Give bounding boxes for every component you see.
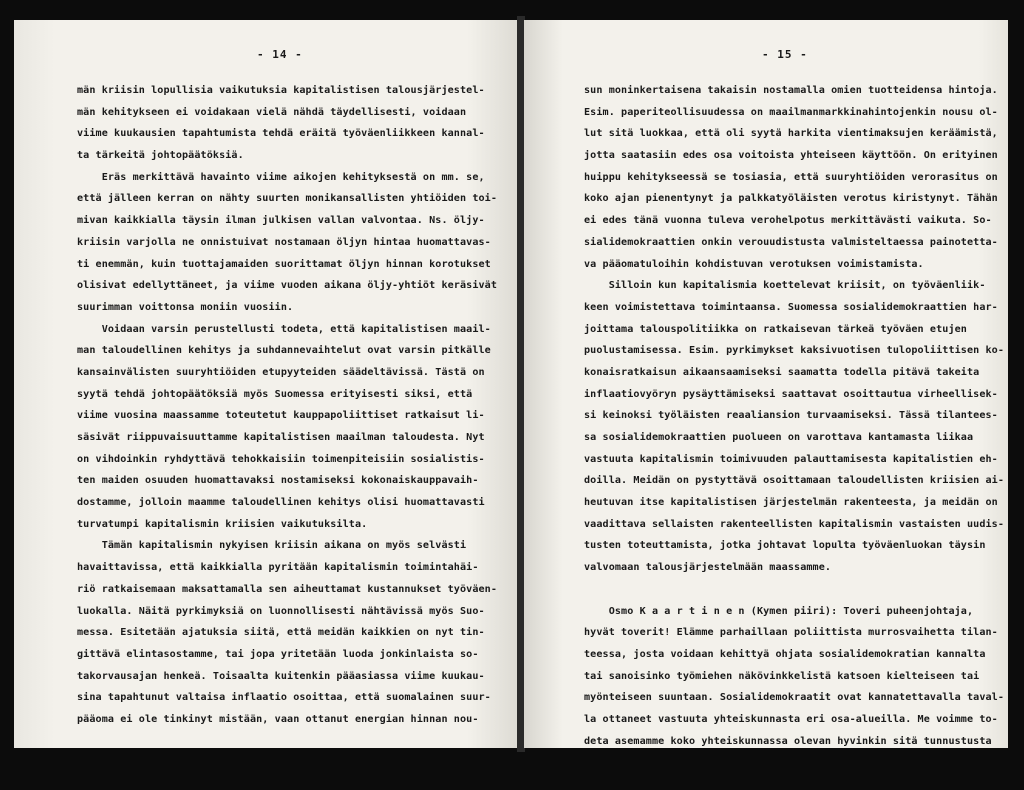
text-line: Osmo K a a r t i n e n (Kymen piiri): Toveri puheenjohtaja, xyxy=(584,605,974,617)
text-line: luokalla. Näitä pyrkimyksiä on luonnollisesti nähtävissä myös Suo- xyxy=(77,605,485,617)
text-line: kansainvälisten suuryhtiöiden etupyyteiden säädeltävissä. Tästä on xyxy=(77,366,485,378)
text-line: joittama talouspolitiikka on ratkaisevan tärkeä työväen etujen xyxy=(584,323,967,335)
text-line: sialidemokraattien onkin verouudistusta valmisteltaessa painotetta- xyxy=(584,236,998,248)
text-line: turvatumpi kapitalismin kriisien vaikutuksilta. xyxy=(77,518,368,530)
text-line: Esim. paperiteollisuudessa on maailmanmarkkinahintojenkin nousu ol- xyxy=(584,106,998,118)
text-line: män kehitykseen ei voidakaan vielä nähdä täydellisesti, voidaan xyxy=(77,106,467,118)
text-line: lut sitä luokkaa, että oli syytä harkita vientimaksujen keräämistä, xyxy=(584,128,998,140)
text-line: sa sosialidemokraattien puolueen on varottava kantamasta liikaa xyxy=(584,432,974,443)
text-line: että jälleen kerran on nähty suurten monikansallisten yhtiöiden toi- xyxy=(77,193,498,205)
text-line: tusten toteuttamista, jotka johtavat lopulta työväenluokan täysin xyxy=(584,540,986,552)
text-line: va pääomatuloihin kohdistuvan verotuksen voimistamista. xyxy=(584,258,924,270)
text-line: dostamme, jolloin maamme taloudellinen kehitys olisi huomattavasti xyxy=(77,497,485,509)
text-line: Silloin kun kapitalismia koettelevat kriisit, on työväenliik- xyxy=(584,280,986,292)
text-line: konaisratkaisun aikaansaamiseksi saamatta todella pitävä takeita xyxy=(584,366,980,378)
text-line: deta asemamme koko yhteiskunnassa olevan hyvinkin sitä tunnustusta xyxy=(584,735,992,747)
text-line: on vihdoinkin ryhdyttävä tehokkaisiin toimenpiteisiin sosialistis- xyxy=(77,453,485,465)
text-line: ei edes tänä vuonna tuleva verohelpotus merkittävästi vaikuta. So- xyxy=(584,215,992,227)
text-line: ta tärkeitä johtopäätöksiä. xyxy=(77,150,244,162)
text-line: vastuuta kapitalismin toimivuuden palauttamisesta kapitalistien eh- xyxy=(584,453,998,465)
text-line: jotta saatasiin edes osa voitoista yhteiseen käyttöön. On erityinen xyxy=(584,150,998,162)
text-line: hyvät toverit! Elämme parhaillaan poliittista murrosvaihetta tilan- xyxy=(584,627,998,639)
right-page xyxy=(524,20,1008,748)
text-line xyxy=(584,579,1004,601)
text-line: inflaatiovyöryn pysäyttämiseksi saattavat osoittautua virheellisek- xyxy=(584,388,998,400)
page-number: - 14 - xyxy=(257,48,303,61)
text-line: viime vuosina maassamme toteutetut kauppapoliittiset ratkaisut li- xyxy=(77,410,485,422)
page-body-text xyxy=(584,80,1004,748)
text-line: män kriisin lopullisia vaikutuksia kapitalistisen talousjärjestel- xyxy=(77,85,485,96)
text-line: la ottaneet vastuuta yhteiskunnasta eri osa-alueilla. Me voimme to- xyxy=(584,713,998,725)
text-line: pääoma ei ole tinkinyt mistään, vaan ottanut energian hinnan nou- xyxy=(77,713,479,725)
text-line: havaittavissa, että kaikkialla pyritään kapitalismin toimintahäi- xyxy=(77,562,479,574)
text-line: myönteiseen suuntaan. Sosialidemokraatit ovat kannatettavalla taval- xyxy=(584,692,1005,704)
text-line: riö ratkaisemaan maksattamalla sen aiheuttamat kustannukset työväen- xyxy=(77,583,498,595)
text-line: mivan kaikkialla täysin ilman julkisen vallan valvontaa. Ns. öljy- xyxy=(77,215,485,227)
page-body-text xyxy=(77,80,497,731)
text-line: takorvausajan henkeä. Toisaalta kuitenkin pääasiassa viime kuukau- xyxy=(77,670,485,682)
text-line: teessa, josta voidaan kehittyä ohjata sosialidemokratian kannalta xyxy=(584,648,986,660)
text-line: tai sanoisinko työmiehen näkövinkkelistä katsoen kielteiseen tai xyxy=(584,670,980,682)
text-line: syytä tehdä johtopäätöksiä myös Suomessa erityisesti siksi, että xyxy=(77,388,473,400)
text-line: huippu kehitykseessä se tosiasia, että suuryhtiöiden verorasitus on xyxy=(584,171,998,183)
left-page xyxy=(14,20,518,748)
text-line: Voidaan varsin perustellusti todeta, että kapitalistisen maail- xyxy=(77,323,491,335)
text-line: sun moninkertaisena takaisin nostamalla omien tuotteidensa hintoja. xyxy=(584,85,998,96)
text-line: doilla. Meidän on pystyttävä osoittamaan taloudellisten kriisien ai- xyxy=(584,475,1005,487)
text-line: olisivat edellyttäneet, ja viime vuoden aikana öljy-yhtiöt keräsivät xyxy=(77,280,498,292)
page-number: - 15 - xyxy=(762,48,808,61)
text-line: puolustamisessa. Esim. pyrkimykset kaksivuotisen tulopoliittisen ko- xyxy=(584,345,1005,357)
text-line: sina tapahtunut valtaisa inflaatio osoittaa, että suomalainen suur- xyxy=(77,692,491,704)
text-line: kriisin varjolla ne onnistuivat nostamaan öljyn hintaa huomattavas- xyxy=(77,236,491,248)
text-line: viime kuukausien tapahtumista tehdä eräitä työväenliikkeen kannal- xyxy=(77,128,485,140)
text-line: gittävä elintasostamme, tai jopa yritetään luoda jonkinlaista so- xyxy=(77,648,479,660)
text-line: suurimman voittonsa moniin vuosiin. xyxy=(77,301,294,313)
text-line: heutuvan itse kapitalistisen järjestelmän rakenteesta, ja meidän on xyxy=(584,497,998,509)
text-line: keen voimistettava toimintaansa. Suomessa sosialidemokraattien har- xyxy=(584,301,998,313)
text-line: man taloudellinen kehitys ja suhdannevaihtelut ovat varsin pitkälle xyxy=(77,345,491,357)
text-line: ti enemmän, kuin tuottajamaiden suorittamat öljyn hinnan korotukset xyxy=(77,258,491,270)
text-line: ten maiden osuuden huomattavaksi nostamiseksi kokonaiskauppavaih- xyxy=(77,475,479,487)
text-line: koko ajan pienentynyt ja palkkatyöläisten verotus kiristynyt. Tähän xyxy=(584,193,998,205)
text-line: si keinoksi työläisten reaaliansion turvaamiseksi. Tässä tilantees- xyxy=(584,410,998,422)
text-line: vaadittava sellaisten rakenteellisten kapitalismin vastaisten uudis- xyxy=(584,518,1005,530)
text-line: Eräs merkittävä havainto viime aikojen kehityksestä on mm. se, xyxy=(77,171,485,183)
text-line: säsivät riippuvaisuuttamme kapitalistisen maailman taloudesta. Nyt xyxy=(77,432,485,443)
text-line: Tämän kapitalismin nykyisen kriisin aikana on myös selvästi xyxy=(77,540,467,552)
text-line: valvomaan talousjärjestelmään maassamme. xyxy=(584,562,832,574)
text-line: messa. Esitetään ajatuksia siitä, että meidän kaikkien on nyt tin- xyxy=(77,627,485,639)
